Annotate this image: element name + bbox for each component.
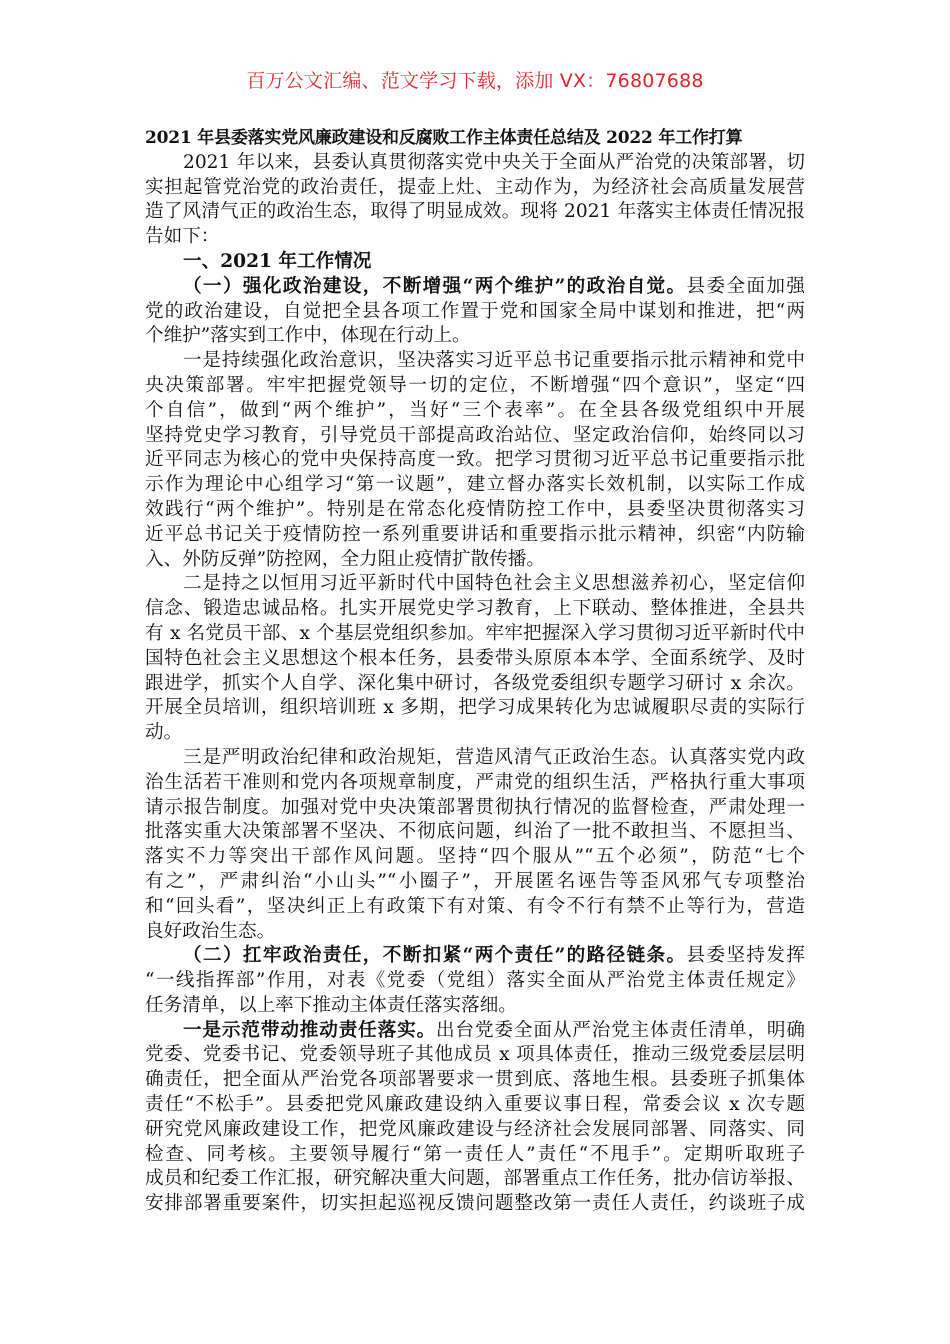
text-line bbox=[145, 796, 805, 821]
text-line bbox=[145, 994, 805, 1019]
bold-lead: （二）扛牢政治责任，不断扣紧“两个责任”的路径链条。 bbox=[183, 945, 687, 967]
text-line bbox=[145, 1043, 805, 1068]
bold-lead: 一是示范带动推动责任落实。 bbox=[183, 1019, 437, 1041]
line-text: 确责任，把全面从严治党各项部署要求一贯到底、落地生根。县委班子抓集体 bbox=[145, 1069, 805, 1091]
line-text: 入、外防反弹”防控网，全力阻止疫情扩散传播。 bbox=[145, 548, 545, 570]
text-line bbox=[145, 572, 805, 597]
line-text: 和“回头看”，坚决纠正上有政策下有对策、有令不行有禁不止等行为，营造 bbox=[145, 895, 805, 917]
text-line bbox=[145, 275, 805, 300]
text-line bbox=[145, 696, 805, 721]
line-text: 国特色社会主义思想这个根本任务，县委带头原原本本学、全面系统学、及时 bbox=[145, 647, 805, 669]
text-line bbox=[145, 771, 805, 796]
text-line bbox=[145, 225, 805, 250]
line-text: 坚持党史学习教育，引导党员干部提高政治站位、坚定政治信仰，始终同以习 bbox=[145, 424, 805, 446]
text-line bbox=[145, 647, 805, 672]
text-line bbox=[145, 498, 805, 523]
text-line bbox=[145, 1019, 805, 1044]
document-title: 2021 年县委落实党风廉政建设和反腐败工作主体责任总结及 2022 年工作打算 bbox=[145, 128, 743, 148]
line-text: 安排部署重要案件，切实担起巡视反馈问题整改第一责任人责任，约谈班子成 bbox=[145, 1193, 805, 1215]
line-text: 党委、党委书记、党委领导班子其他成员 x 项具体责任，推动三级党委层层明 bbox=[145, 1044, 805, 1066]
paragraph bbox=[145, 250, 805, 275]
line-text: 2021 年以来，县委认真贯彻落实党中央关于全面从严治党的决策部署，切 bbox=[183, 151, 805, 173]
text-line bbox=[145, 151, 805, 176]
text-line bbox=[145, 969, 805, 994]
bold-lead: 一、2021 年工作情况 bbox=[183, 250, 372, 272]
line-text: 请示报告制度。加强对党中央决策部署贯彻执行情况的监督检查，严肃处理一 bbox=[145, 796, 805, 818]
text-line bbox=[145, 176, 805, 201]
line-text: 二是持之以恒用习近平新时代中国特色社会主义思想滋养初心，坚定信仰 bbox=[183, 573, 805, 595]
line-text: 跟进学，抓实个人自学、深化集中研讨，各级党委组织专题学习研讨 x 余次。 bbox=[145, 672, 805, 694]
text-line bbox=[145, 548, 805, 573]
watermark-banner: 百万公文汇编、范文学习下载，添加 VX：76807688 bbox=[246, 70, 704, 92]
text-line bbox=[145, 1167, 805, 1192]
paragraph bbox=[145, 746, 805, 944]
text-line bbox=[145, 1118, 805, 1143]
text-line bbox=[145, 944, 805, 969]
line-text: 动。 bbox=[145, 722, 183, 744]
bold-lead: （一）强化政治建设，不断增强“两个维护”的政治自觉。 bbox=[183, 275, 687, 297]
text-line bbox=[145, 895, 805, 920]
line-text: 落实不力等突出干部作风问题。坚持“四个服从”“五个必须”，防范“七个 bbox=[145, 846, 805, 868]
line-text: 效践行“两个维护”。特别是在常态化疫情防控工作中，县委坚决贯彻落实习 bbox=[145, 498, 805, 520]
line-text: 告如下： bbox=[145, 226, 220, 248]
text-line bbox=[145, 324, 805, 349]
text-line bbox=[145, 1192, 805, 1217]
line-text: 一是持续强化政治意识，坚决落实习近平总书记重要指示批示精神和党中 bbox=[183, 350, 805, 372]
line-text: 近平总书记关于疫情防控一系列重要讲话和重要指示批示精神，织密“内防输 bbox=[145, 523, 805, 545]
line-text: 批落实重大决策部署不坚决、不彻底问题，纠治了一批不敢担当、不愿担当、 bbox=[145, 821, 805, 843]
text-line bbox=[145, 349, 805, 374]
paragraph bbox=[145, 1019, 805, 1217]
text-line bbox=[145, 1143, 805, 1168]
text-line bbox=[145, 200, 805, 225]
text-line bbox=[145, 300, 805, 325]
text-line bbox=[145, 399, 805, 424]
text-line bbox=[145, 473, 805, 498]
line-text: 造了风清气正的政治生态，取得了明显成效。现将 2021 年落实主体责任情况报 bbox=[145, 201, 805, 223]
text-line bbox=[145, 845, 805, 870]
line-text: “一线指挥部”作用，对表《党委（党组）落实全面从严治党主体责任规定》 bbox=[145, 970, 805, 992]
line-text: 开展全员培训，组织培训班 x 多期，把学习成果转化为忠诚履职尽责的实际行 bbox=[145, 697, 805, 719]
line-text: 央决策部署。牢牢把握党领导一切的定位，不断增强“四个意识”，坚定“四 bbox=[145, 374, 805, 396]
paragraphs bbox=[145, 151, 805, 1217]
text-line bbox=[145, 597, 805, 622]
paragraph bbox=[145, 151, 805, 250]
line-text: 良好政治生态。 bbox=[145, 920, 276, 942]
text-line bbox=[145, 920, 805, 945]
line-text: 个自信”，做到“两个维护”，当好“三个表率”。在全县各级党组织中开展 bbox=[145, 399, 805, 421]
line-text: 实担起管党治党的政治责任，提壶上灶、主动作为，为经济社会高质量发展营 bbox=[145, 176, 805, 198]
text-line bbox=[145, 250, 805, 275]
text-line bbox=[145, 1068, 805, 1093]
line-text: 检查、同考核。主要领导履行“第一责任人”责任“不甩手”。定期听取班子 bbox=[145, 1143, 805, 1165]
line-text: 近平同志为核心的党中央保持高度一致。把学习贯彻习近平总书记重要指示批 bbox=[145, 449, 805, 471]
line-text: 示作为理论中心组学习“第一议题”，建立督办落实长效机制，以实际工作成 bbox=[145, 474, 805, 496]
paragraph bbox=[145, 275, 805, 349]
line-text: 研究党风廉政建设工作，把党风廉政建设与经济社会发展同部署、同落实、同 bbox=[145, 1118, 805, 1140]
paragraph bbox=[145, 944, 805, 1018]
text-line bbox=[145, 746, 805, 771]
paragraph bbox=[145, 572, 805, 746]
line-text: 党的政治建设，自觉把全县各项工作置于党和国家全局中谋划和推进，把“两 bbox=[145, 300, 805, 322]
text-line bbox=[145, 374, 805, 399]
line-text: 有之”，严肃纠治“小山头”“小圈子”，开展匿名诬告等歪风邪气专项整治 bbox=[145, 870, 805, 892]
line-text: 成员和纪委工作汇报，研究解决重大问题，部署重点工作任务，批办信访举报、 bbox=[145, 1168, 805, 1190]
line-text: 个维护”落实到工作中，体现在行动上。 bbox=[145, 325, 471, 347]
paragraph bbox=[145, 349, 805, 572]
line-text: 三是严明政治纪律和政治规矩，营造风清气正政治生态。认真落实党内政 bbox=[183, 746, 805, 768]
text-line bbox=[145, 448, 805, 473]
line-text: 治生活若干准则和党内各项规章制度，严肃党的组织生活，严格执行重大事项 bbox=[145, 771, 805, 793]
line-text: 任务清单，以上率下推动主体责任落实落细。 bbox=[145, 994, 517, 1016]
text-line bbox=[145, 1093, 805, 1118]
text-line bbox=[145, 672, 805, 697]
text-line bbox=[145, 870, 805, 895]
line-text: 县委坚持发挥 bbox=[686, 945, 805, 967]
line-text: 信念、锻造忠诚品格。扎实开展党史学习教育，上下联动、整体推进，全县共 bbox=[145, 598, 805, 620]
text-line bbox=[145, 721, 805, 746]
line-text: 出台党委全面从严治党主体责任清单，明确 bbox=[436, 1019, 805, 1041]
text-line bbox=[145, 622, 805, 647]
document-body bbox=[145, 126, 805, 1217]
text-line bbox=[145, 820, 805, 845]
text-line bbox=[145, 523, 805, 548]
text-line bbox=[145, 424, 805, 449]
line-text: 有 x 名党员干部、x 个基层党组织参加。牢牢把握深入学习贯彻习近平新时代中 bbox=[145, 622, 805, 644]
line-text: 县委全面加强 bbox=[686, 275, 805, 297]
line-text: 责任“不松手”。县委把党风廉政建设纳入重要议事日程，常委会议 x 次专题 bbox=[145, 1094, 805, 1116]
